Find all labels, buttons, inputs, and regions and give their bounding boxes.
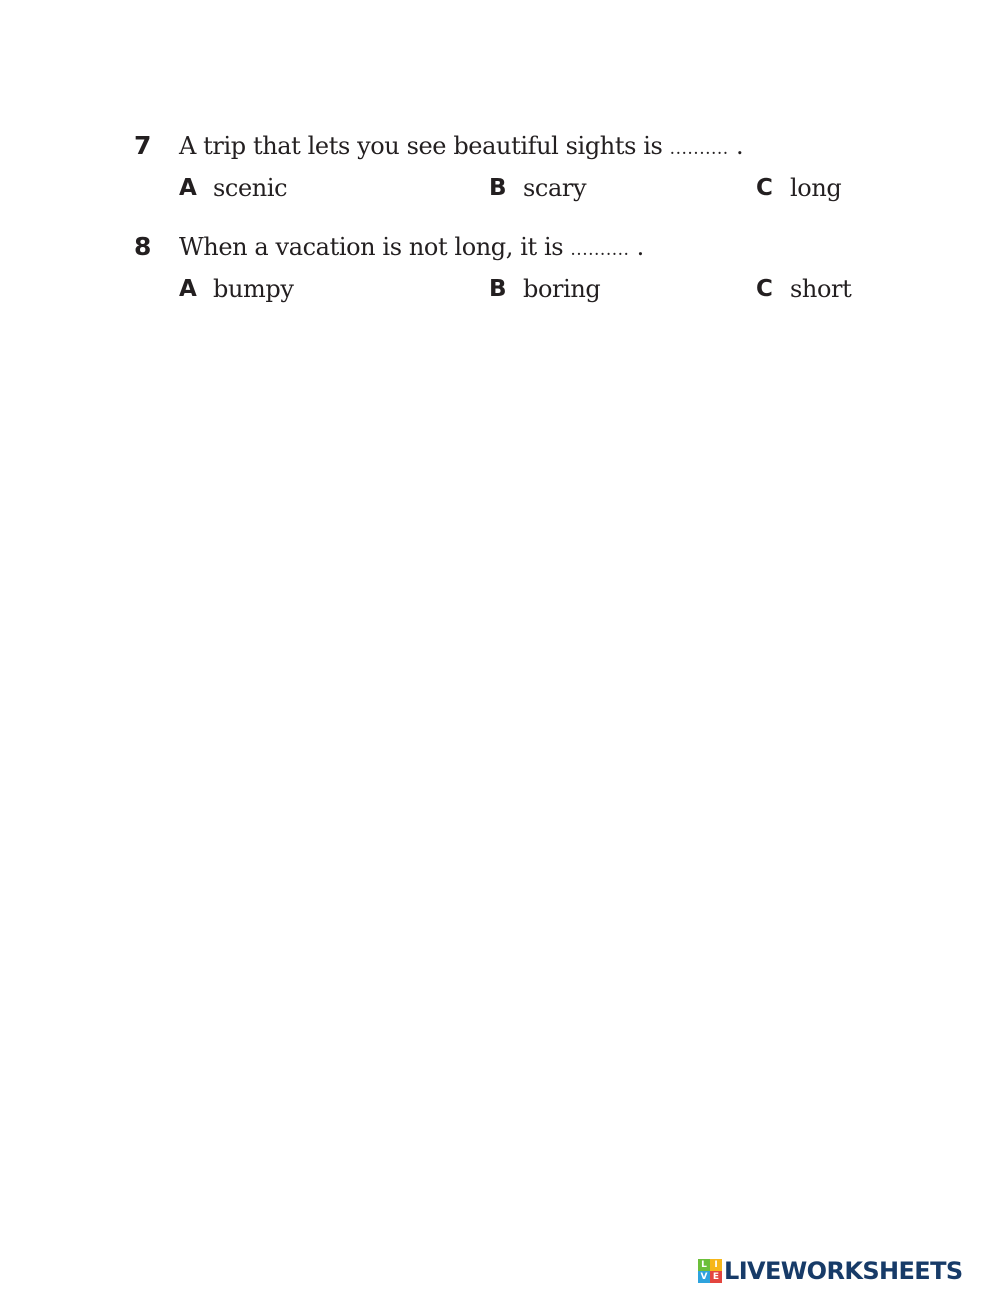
logo-tile: L (698, 1259, 710, 1271)
answer-blank[interactable]: .......... (570, 240, 630, 260)
option-text: scary (523, 174, 587, 202)
options-row (134, 271, 894, 317)
question-stem (179, 128, 743, 167)
option-text: long (790, 174, 842, 202)
option-text: scenic (213, 174, 288, 202)
question-number: 8 (134, 232, 152, 261)
liveworksheets-logo-icon (698, 1259, 722, 1283)
option-text: short (790, 275, 852, 303)
option-c[interactable] (756, 170, 841, 210)
option-text: boring (523, 275, 601, 303)
option-b[interactable] (489, 170, 586, 210)
option-letter: A (179, 175, 197, 201)
question-stem-row (134, 126, 894, 166)
option-a[interactable] (179, 271, 294, 311)
liveworksheets-logo (698, 1256, 963, 1286)
logo-tile: E (710, 1271, 722, 1283)
question-number: 7 (134, 131, 152, 160)
option-letter: C (756, 175, 773, 201)
question-stem-row (134, 227, 894, 267)
question-stem (179, 229, 644, 268)
logo-tile: V (698, 1271, 710, 1283)
question-8 (134, 227, 894, 317)
option-a[interactable] (179, 170, 287, 210)
option-letter: B (489, 276, 507, 302)
option-letter: B (489, 175, 507, 201)
question-stem-text: When a vacation is not long, it is (179, 233, 564, 261)
question-7 (134, 126, 894, 216)
option-letter: C (756, 276, 773, 302)
option-b[interactable] (489, 271, 600, 311)
options-row (134, 170, 894, 216)
option-text: bumpy (213, 275, 294, 303)
question-stem-end: . (728, 132, 744, 160)
question-stem-end: . (629, 233, 644, 261)
logo-tile: I (710, 1259, 722, 1271)
option-c[interactable] (756, 271, 851, 311)
question-stem-text: A trip that lets you see beautiful sights is (179, 132, 663, 160)
logo-text: LIVEWORKSHEETS (724, 1257, 963, 1285)
answer-blank[interactable]: .......... (669, 139, 729, 159)
option-letter: A (179, 276, 197, 302)
